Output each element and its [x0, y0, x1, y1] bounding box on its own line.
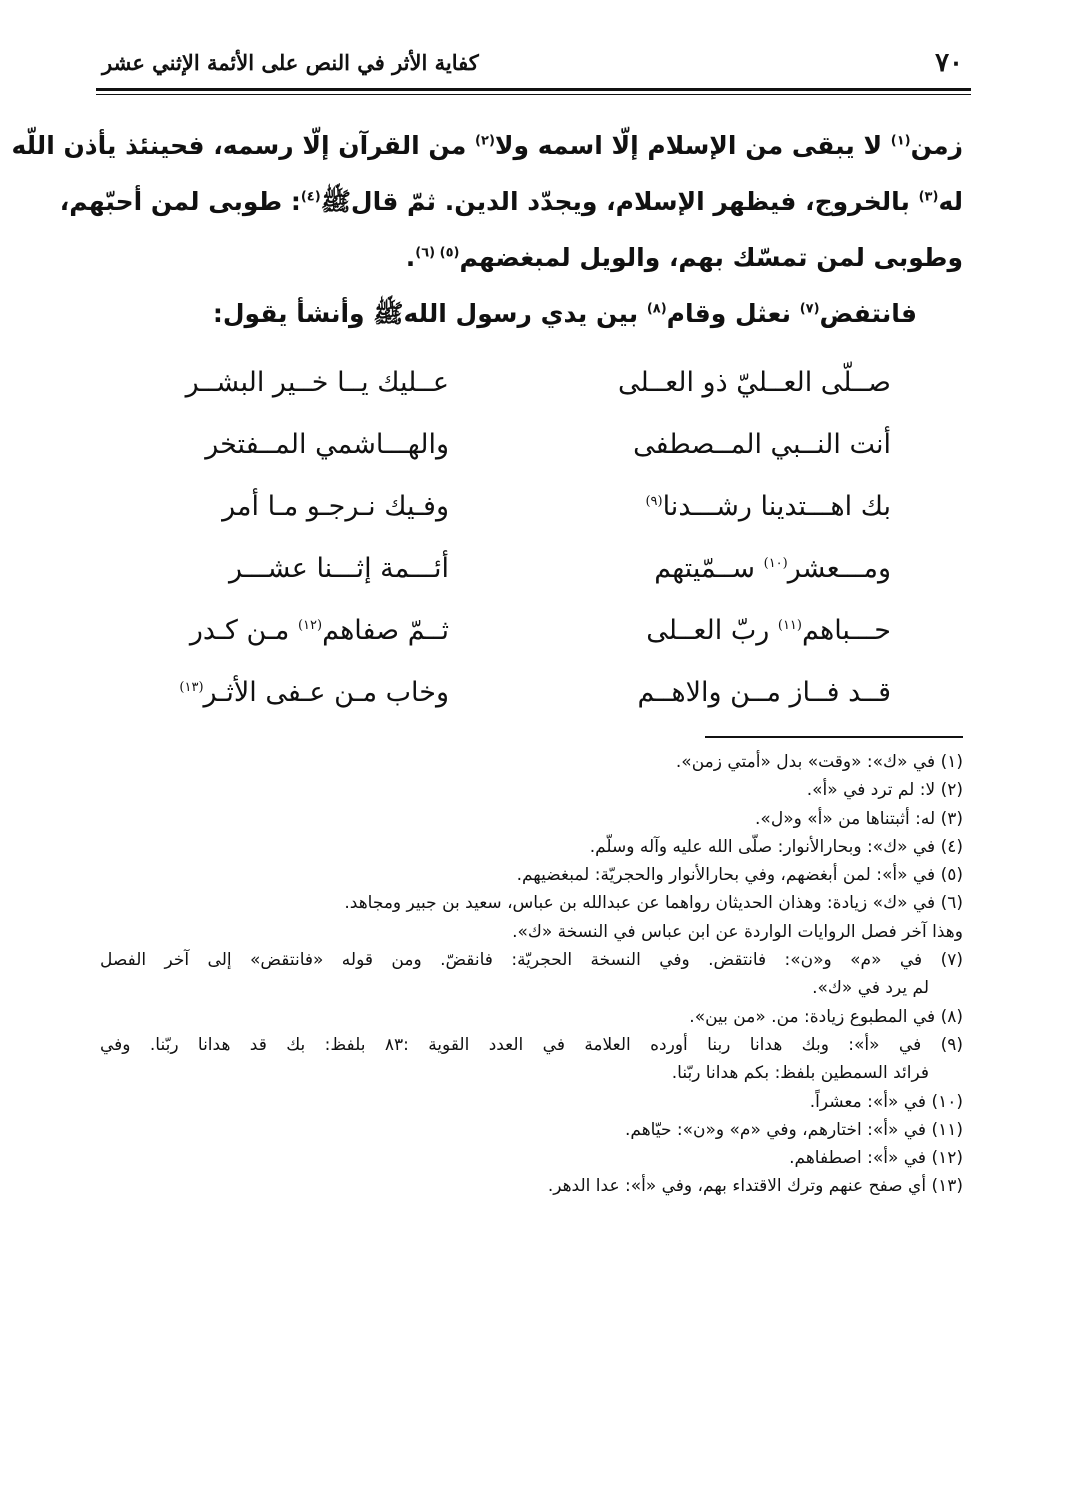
footnote-continuation: لم يرد في «ك». — [812, 978, 929, 999]
verse-second-hemistich: وفـيك نـرجـو مـا أمر — [222, 491, 449, 522]
header-rule-thin — [96, 94, 971, 95]
footnote-ref-12: (١٢) — [297, 618, 323, 633]
footnote-ref-11: (١١) — [777, 618, 802, 633]
footnote-ref-10: (١٠) — [763, 556, 788, 571]
page-header — [96, 44, 971, 86]
footnote-ref-5-6: (٥) (٦) — [415, 245, 460, 261]
footnote-continuation: وهذا آخر فصل الروايات الواردة عن ابن عباس في النسخة «ك». — [512, 921, 963, 942]
footnote: (١٠) في «أ»: معشراً. — [809, 1091, 963, 1112]
verse-second-hemistich: والهـــاشمي المــفتخر — [205, 429, 449, 460]
footnote-separator — [705, 736, 963, 738]
paragraph-line-4: فانتفض$^{(٧)}$ نعثل وقام$^{(٨)}$ بين يدي رسول اللهﷺ وأنشأ يقول: — [212, 299, 917, 328]
footnote-ref-2: (٢) — [475, 133, 495, 149]
footnote-ref-1: (١) — [890, 133, 911, 149]
poem — [150, 360, 891, 732]
footnote: (١٣) أي صفح عنهم وترك الاقتداء بهم، وفي «أ»: عدا الدهر. — [547, 1176, 963, 1197]
paragraph-line-2: له$^{(٣)}$ بالخروج، فيظهر الإسلام، ويجدّد الدين. ثمّ قالﷺ$^{(٤)}$: طوبى لمن أحبّهم، — [59, 187, 963, 216]
verse-second-hemistich: وخاب مـن عـفى الأثـر$^{(١٣)}$ — [179, 677, 449, 708]
poem-verse — [150, 546, 891, 608]
footnote: (١٢) في «أ»: اصطفاهم. — [789, 1148, 963, 1169]
footnote-continuation: فرائد السمطين بلفظ: بكم هدانا ربّنا. — [671, 1063, 929, 1084]
paragraph-line-3: وطوبى لمن تمسّك بهم، والويل لمبغضهم$^{(٥) (٦)}$. — [405, 243, 963, 272]
footnote: (٥) في «أ»: لمن أبغضهم، وفي بحارالأنوار والحجريّة: لمبغضيهم. — [516, 865, 963, 886]
footnote: (٤) في «ك»: وبحارالأنوار: صلّى الله عليه وآله وسلّم. — [589, 836, 963, 857]
verse-second-hemistich: عــليك يــا خــير البشــر — [185, 367, 449, 398]
verse-second-hemistich: ثــمّ صفاهم$^{(١٢)}$ مـن كـدر — [189, 615, 449, 646]
paragraph-line-1: زمن$^{(١)}$ لا يبقى من الإسلام إلّا اسمه ولا$^{(٢)}$ من القرآن إلّا رسمه، فحينئذ يأذن اللّه — [11, 131, 963, 160]
verse-first-hemistich: بك اهـــتدينا رشـــدنا$^{(٩)}$ — [645, 491, 891, 522]
main-text — [11, 118, 963, 342]
footnote-ref-3: (٣) — [918, 189, 939, 205]
verse-first-hemistich: ومـــعشر$^{(١٠)}$ ســمّيتهم — [654, 553, 891, 584]
header-rule-thick — [96, 88, 971, 91]
footnote-ref-9: (٩) — [645, 494, 663, 509]
footnote-ref-8: (٨) — [646, 301, 667, 317]
footnote-ref-4: (٤) — [300, 189, 321, 205]
footnote-ref-13: (١٣) — [179, 680, 204, 695]
page-number: ٧٠ — [935, 48, 963, 78]
poem-verse — [150, 360, 891, 422]
verse-first-hemistich: قــد فــاز مــن والاهــم — [637, 677, 891, 708]
poem-verse — [150, 484, 891, 546]
footnote: (٢) لا: لم ترد في «أ». — [806, 780, 963, 801]
footnote: (٦) في «ك» زيادة: وهذان الحديثان رواهما عن عبدالله بن عباس، سعيد بن جبير ومجاهد. — [344, 893, 963, 914]
footnote: (٨) في المطبوع زيادة: من. «من بين». — [689, 1006, 963, 1027]
footnote: (٩) في «أ»: وبك هدانا ربنا أورده العلامة في العدد القوية :٨٣ بلفظ: بك قد هدانا ربّنا. وفي — [100, 1034, 963, 1055]
running-title: كفاية الأثر في النص على الأئمة الإثني عشر — [102, 50, 479, 75]
verse-first-hemistich: أنت النــبي المــصطفى — [633, 429, 891, 460]
footnote: (١) في «ك»: «وقت» بدل «أمتي زمن». — [675, 752, 963, 772]
poem-verse — [150, 422, 891, 484]
verse-first-hemistich: صــلّى العــليّ ذو العــلى — [617, 367, 891, 398]
footnote-ref-7: (٧) — [799, 301, 820, 317]
verse-second-hemistich: أئـــمة إثـــنا عشـــر — [229, 553, 449, 584]
poem-verse — [150, 608, 891, 670]
verse-first-hemistich: حـــباهم$^{(١١)}$ ربّ العــلى — [646, 615, 891, 646]
footnote: (٣) له: أثبتناها من «أ» و«ل». — [755, 808, 963, 829]
footnotes — [100, 748, 963, 1201]
footnote: (٧) في «م» و«ن»: فانتقض. وفي النسخة الحجريّة: فانقضّ. ومن قوله «فانتقض» إلى آخر الفصل — [100, 950, 963, 971]
poem-verse — [150, 670, 891, 732]
footnote: (١١) في «أ»: اختارهم، وفي «م» و«ن»: حيّاهم. — [625, 1119, 963, 1140]
